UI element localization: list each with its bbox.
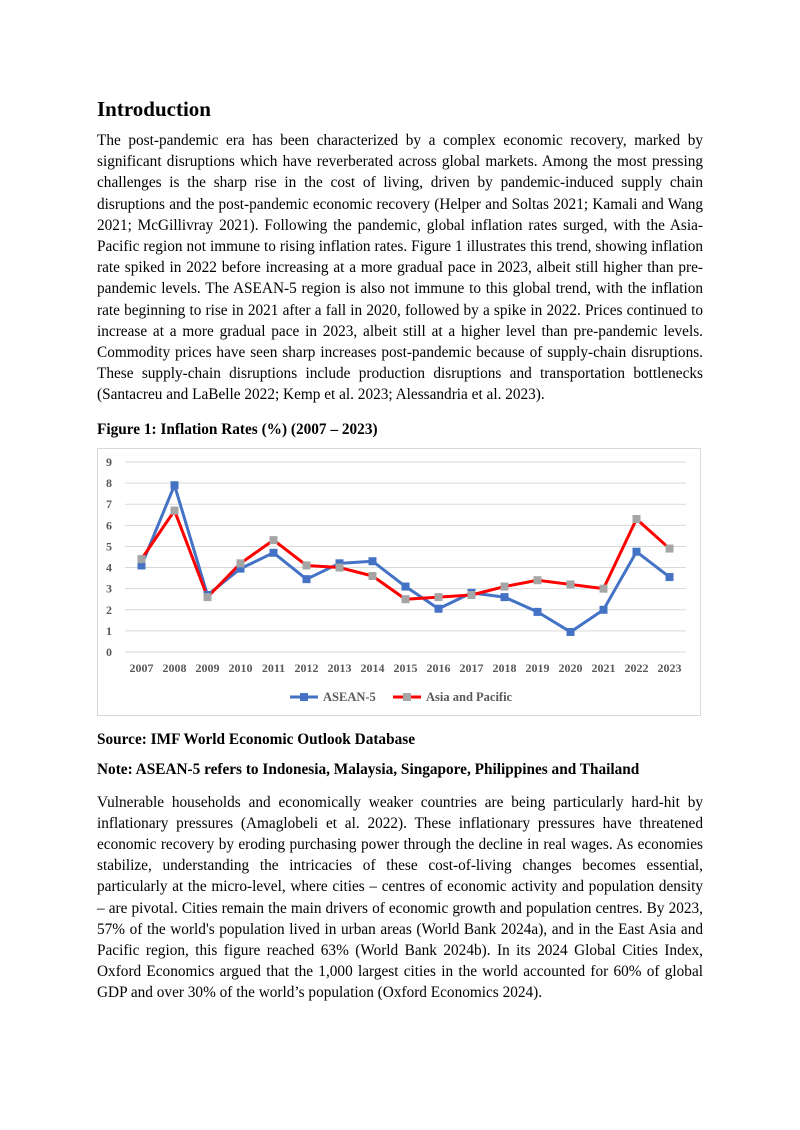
- x-tick-label: 2010: [228, 660, 253, 675]
- data-point-asean-5: [567, 628, 575, 636]
- x-tick-label: 2012: [294, 660, 319, 675]
- x-tick-label: 2014: [360, 660, 385, 675]
- y-tick-label: 2: [106, 602, 112, 617]
- data-point-asia-and-pacific: [666, 544, 674, 552]
- data-point-asean-5: [369, 557, 377, 565]
- y-tick-label: 5: [106, 539, 112, 554]
- x-tick-label: 2019: [525, 660, 550, 675]
- data-point-asia-and-pacific: [270, 536, 278, 544]
- x-tick-label: 2013: [327, 660, 352, 675]
- x-tick-label: 2009: [195, 660, 220, 675]
- x-tick-label: 2021: [591, 660, 616, 675]
- y-tick-label: 4: [106, 560, 112, 575]
- data-point-asia-and-pacific: [567, 580, 575, 588]
- x-tick-label: 2008: [162, 660, 187, 675]
- data-point-asean-5: [501, 593, 509, 601]
- x-tick-label: 2007: [129, 660, 154, 675]
- y-tick-label: 9: [106, 454, 112, 469]
- data-point-asia-and-pacific: [534, 576, 542, 584]
- data-point-asia-and-pacific: [402, 595, 410, 603]
- inflation-chart: [97, 448, 701, 716]
- second-paragraph: Vulnerable households and economically weaker countries are being particularly hard-hit by inflationary pressures (Amaglobeli et al. 2022). These inflationary pressures have threatened economic recovery by eroding purchasing power through the decline in real wages. As economies stabilize, understanding the intricacies of these cost-of-living changes becomes essential, particularly at the micro-level, where cities – centres of economic activity and population density – are pivotal. Cities remain the main drivers of economic growth and population centres. By 2023, 57% of the world's population lived in urban areas (World Bank 2024a), and in the East Asia and Pacific region, this figure reached 63% (World Bank 2024b). In its 2024 Global Cities Index, Oxford Economics argued that the 1,000 largest cities in the world accounted for 60% of global GDP and over 30% of the world’s population (Oxford Economics 2024).: [97, 793, 703, 1002]
- data-point-asean-5: [534, 608, 542, 616]
- figure-note: Note: ASEAN-5 refers to Indonesia, Malaysia, Singapore, Philippines and Thailand: [97, 760, 640, 778]
- x-tick-label: 2017: [459, 660, 484, 675]
- y-tick-label: 7: [106, 496, 112, 511]
- data-point-asia-and-pacific: [171, 506, 179, 514]
- data-point-asean-5: [171, 481, 179, 489]
- legend-label-asia-and-pacific: Asia and Pacific: [426, 689, 513, 704]
- y-tick-label: 8: [106, 475, 112, 490]
- data-point-asean-5: [435, 604, 443, 612]
- legend-label-asean-5: ASEAN-5: [323, 689, 376, 704]
- data-point-asia-and-pacific: [303, 561, 311, 569]
- x-tick-label: 2022: [624, 660, 649, 675]
- data-point-asean-5: [303, 575, 311, 583]
- legend-marker-asean-5: [300, 693, 308, 701]
- document-page: [97, 96, 703, 1004]
- x-tick-label: 2015: [393, 660, 418, 675]
- x-tick-label: 2016: [426, 660, 451, 675]
- data-point-asia-and-pacific: [138, 555, 146, 563]
- data-point-asean-5: [600, 605, 608, 613]
- figure-source: Source: IMF World Economic Outlook Database: [97, 730, 415, 748]
- x-tick-label: 2023: [657, 660, 682, 675]
- legend-marker-asia-and-pacific: [403, 693, 411, 701]
- x-tick-label: 2020: [558, 660, 583, 675]
- data-point-asia-and-pacific: [435, 593, 443, 601]
- y-tick-label: 0: [106, 644, 112, 659]
- data-point-asia-and-pacific: [237, 559, 245, 567]
- data-point-asean-5: [666, 573, 674, 581]
- data-point-asean-5: [402, 582, 410, 590]
- y-tick-label: 3: [106, 581, 112, 596]
- data-point-asean-5: [270, 548, 278, 556]
- y-tick-label: 1: [106, 623, 112, 638]
- data-point-asia-and-pacific: [204, 593, 212, 601]
- data-point-asia-and-pacific: [600, 584, 608, 592]
- section-title: Introduction: [97, 97, 211, 121]
- data-point-asia-and-pacific: [468, 591, 476, 599]
- inflation-chart-svg: [98, 449, 700, 715]
- data-point-asia-and-pacific: [633, 515, 641, 523]
- data-point-asia-and-pacific: [369, 572, 377, 580]
- data-point-asean-5: [633, 547, 641, 555]
- figure-caption: Figure 1: Inflation Rates (%) (2007 – 2023): [97, 420, 378, 438]
- intro-paragraph: The post-pandemic era has been characterized by a complex economic recovery, marked by significant disruptions which have reverberated across global markets. Among the most pressing challenges is the sharp rise in the cost of living, driven by pandemic-induced supply chain disruptions and the post-pandemic economic recovery (Helper and Soltas 2021; Kamali and Wang 2021; McGillivray 2021). Following the pandemic, global inflation rates surged, with the Asia-Pacific region not immune to rising inflation rates. Figure 1 illustrates this trend, showing inflation rate spiked in 2022 before increasing at a more gradual pace in 2023, albeit still higher than pre-pandemic levels. The ASEAN-5 region is also not immune to this global trend, with the inflation rate beginning to rise in 2021 after a fall in 2020, followed by a spike in 2022. Prices continued to increase at a more gradual pace in 2023, albeit still at a higher level than pre-pandemic levels. Commodity prices have seen sharp increases post-pandemic because of supply-chain disruptions. These supply-chain disruptions include production disruptions and transportation bottlenecks (Santacreu and LaBelle 2022; Kemp et al. 2023; Alessandria et al. 2023).: [97, 132, 703, 404]
- x-tick-label: 2018: [492, 660, 517, 675]
- data-point-asia-and-pacific: [336, 563, 344, 571]
- data-point-asia-and-pacific: [501, 582, 509, 590]
- y-tick-label: 6: [106, 517, 112, 532]
- x-tick-label: 2011: [261, 660, 286, 675]
